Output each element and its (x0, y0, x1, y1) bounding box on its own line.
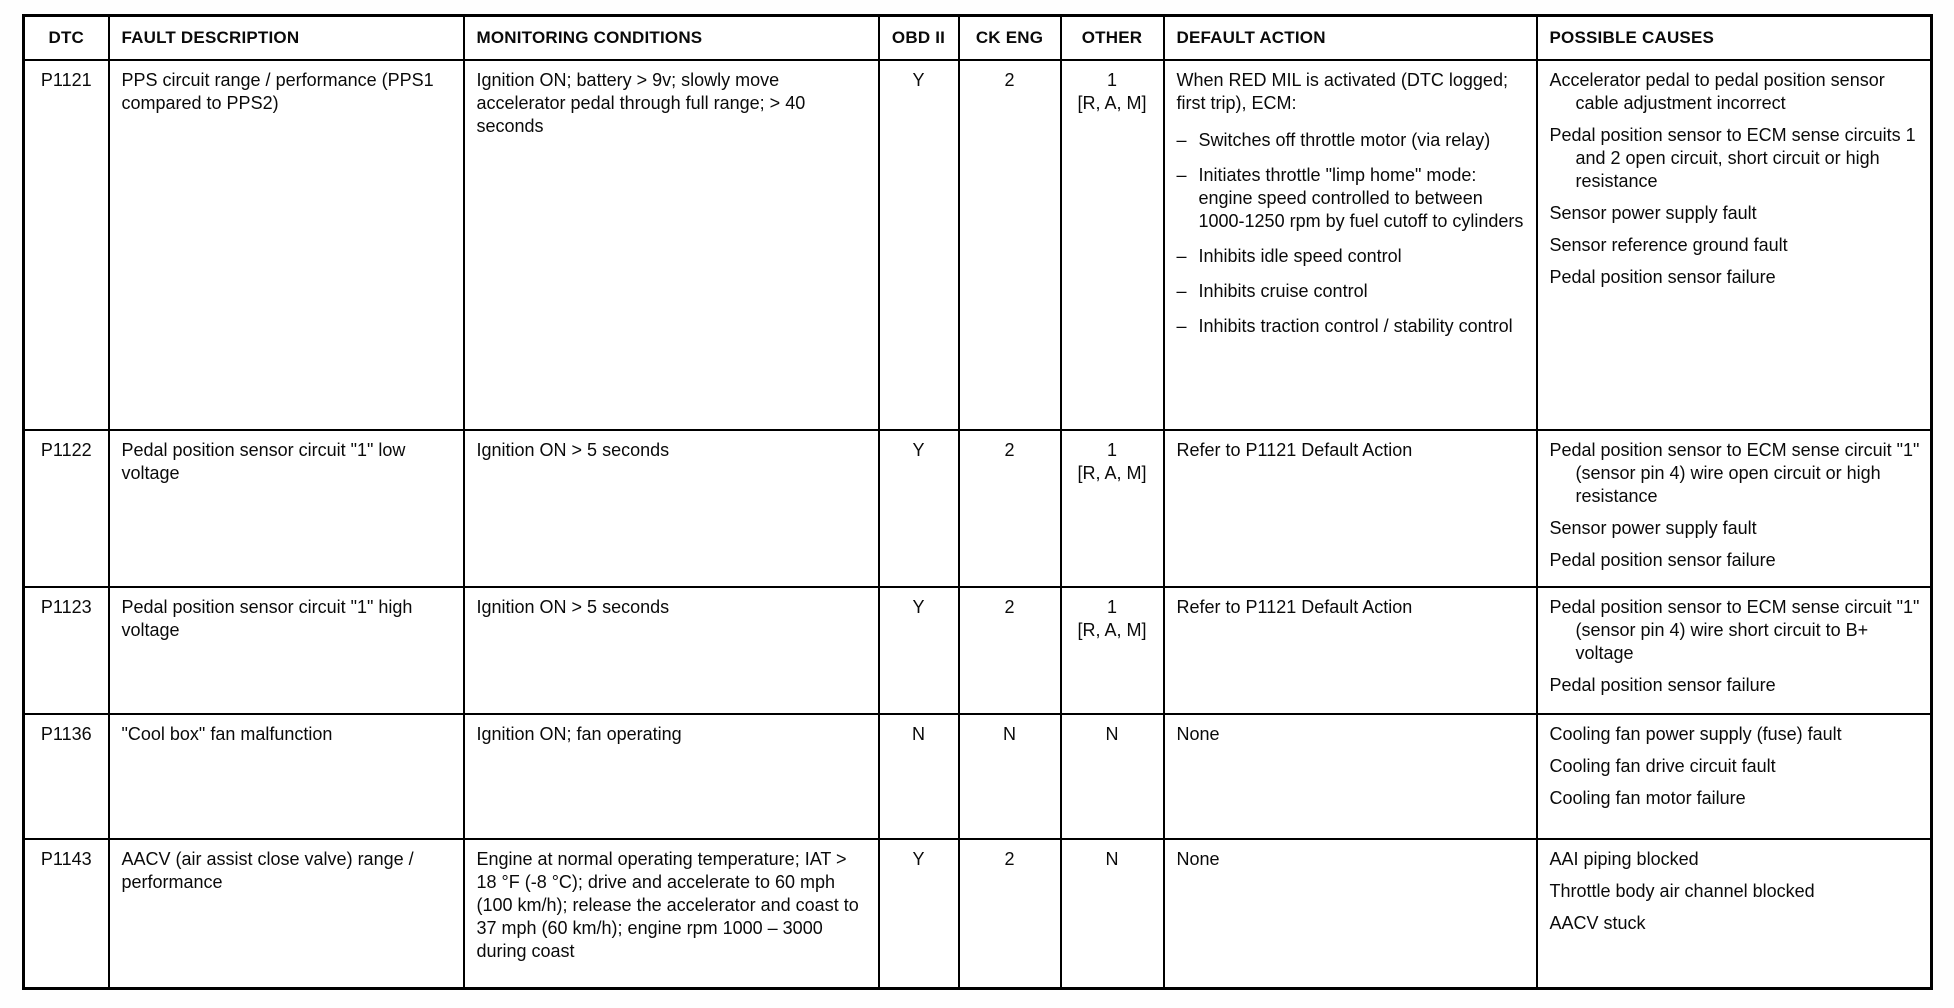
default-action (1164, 60, 1537, 430)
other-flag (1061, 60, 1164, 430)
ck-eng-flag: 2 (959, 430, 1061, 587)
dash-marker: – (1176, 280, 1187, 301)
column-header-monitoring-conditions: MONITORING CONDITIONS (464, 16, 879, 60)
cause-item: Pedal position sensor to ECM sense circuit "1" (sensor pin 4) wire short circuit to B+ voltage (1549, 596, 1920, 663)
column-header-dtc: DTC (24, 16, 109, 60)
default-action: Refer to P1121 Default Action (1164, 430, 1537, 587)
cause-item: AAI piping blocked (1549, 848, 1699, 869)
fault-description: Pedal position sensor circuit "1" low voltage (109, 430, 464, 587)
other-modes: [R, A, M] (1077, 619, 1147, 640)
cause-item: Pedal position sensor to ECM sense circuits 1 and 2 open circuit, short circuit or high resistance (1549, 124, 1916, 191)
ck-eng-flag: N (959, 714, 1061, 839)
other-flag: N (1061, 714, 1164, 839)
default-action-bullet-text: Inhibits idle speed control (1198, 245, 1402, 266)
column-header-default-action: DEFAULT ACTION (1164, 16, 1537, 60)
default-action-bullet-text: Initiates throttle "limp home" mode: engine speed controlled to between 1000-1250 rpm by fuel cutoff to cylinders (1198, 164, 1524, 231)
column-header-obd2: OBD II (879, 16, 959, 60)
column-header-other: OTHER (1061, 16, 1164, 60)
cause-item: Cooling fan motor failure (1549, 787, 1746, 808)
default-action-bullet-text: Switches off throttle motor (via relay) (1198, 129, 1491, 150)
monitoring-conditions: Engine at normal operating temperature; IAT > 18 °F (-8 °C); drive and accelerate to 60 mph (100 km/h); release the accelerator and coast to 37 mph (60 km/h); engine rpm 1000 – 3000 during coast (464, 839, 879, 989)
cause-item: Sensor power supply fault (1549, 202, 1757, 223)
fault-description: AACV (air assist close valve) range / performance (109, 839, 464, 989)
dash-marker: – (1176, 164, 1187, 185)
dtc-fault-table (22, 14, 1933, 990)
cause-item: Sensor power supply fault (1549, 517, 1757, 538)
cause-item: Cooling fan power supply (fuse) fault (1549, 723, 1842, 744)
cause-item: Pedal position sensor to ECM sense circuit "1" (sensor pin 4) wire open circuit or high resistance (1549, 439, 1920, 506)
monitoring-conditions: Ignition ON; battery > 9v; slowly move accelerator pedal through full range; > 40 seconds (464, 60, 879, 430)
obd2-flag: N (879, 714, 959, 839)
other-modes: [R, A, M] (1077, 92, 1147, 113)
cause-item: Throttle body air channel blocked (1549, 880, 1815, 901)
default-action-bullet (1177, 164, 1526, 233)
possible-causes (1537, 60, 1932, 430)
default-action-bullet (1177, 280, 1526, 303)
default-action-bullet-text: Inhibits cruise control (1198, 280, 1368, 301)
table-row (24, 714, 1932, 839)
cause-item: Pedal position sensor failure (1549, 549, 1776, 570)
table-row (24, 60, 1932, 430)
other-modes: [R, A, M] (1077, 462, 1147, 483)
possible-causes (1537, 587, 1932, 714)
default-action: Refer to P1121 Default Action (1164, 587, 1537, 714)
dtc-code: P1121 (24, 60, 109, 430)
column-header-fault-description: FAULT DESCRIPTION (109, 16, 464, 60)
possible-causes (1537, 839, 1932, 989)
other-trip-count: 1 (1106, 596, 1117, 617)
ck-eng-flag: 2 (959, 60, 1061, 430)
column-header-ck-eng: CK ENG (959, 16, 1061, 60)
other-flag (1061, 430, 1164, 587)
column-header-possible-causes: POSSIBLE CAUSES (1537, 16, 1932, 60)
ck-eng-flag: 2 (959, 839, 1061, 989)
default-action-bullet (1177, 129, 1526, 152)
cause-item: AACV stuck (1549, 912, 1646, 933)
dash-marker: – (1176, 129, 1187, 150)
cause-item: Pedal position sensor failure (1549, 266, 1776, 287)
dtc-code: P1123 (24, 587, 109, 714)
dtc-code: P1143 (24, 839, 109, 989)
default-action-bullet (1177, 245, 1526, 268)
cause-item: Accelerator pedal to pedal position sensor cable adjustment incorrect (1549, 69, 1885, 113)
monitoring-conditions: Ignition ON; fan operating (464, 714, 879, 839)
obd2-flag: Y (879, 430, 959, 587)
other-flag: N (1061, 839, 1164, 989)
other-trip-count: 1 (1106, 69, 1117, 90)
fault-description: Pedal position sensor circuit "1" high voltage (109, 587, 464, 714)
dtc-code: P1136 (24, 714, 109, 839)
cause-item: Cooling fan drive circuit fault (1549, 755, 1776, 776)
obd2-flag: Y (879, 839, 959, 989)
dtc-code: P1122 (24, 430, 109, 587)
dash-marker: – (1176, 315, 1187, 336)
cause-item: Sensor reference ground fault (1549, 234, 1788, 255)
other-trip-count: 1 (1106, 439, 1117, 460)
default-action-intro: When RED MIL is activated (DTC logged; first trip), ECM: (1176, 69, 1508, 113)
default-action: None (1164, 714, 1537, 839)
default-action-bullet (1177, 315, 1526, 338)
obd2-flag: Y (879, 60, 959, 430)
possible-causes (1537, 714, 1932, 839)
possible-causes (1537, 430, 1932, 587)
header-row (24, 16, 1932, 60)
ck-eng-flag: 2 (959, 587, 1061, 714)
table-row (24, 839, 1932, 989)
table-row (24, 587, 1932, 714)
table-row (24, 430, 1932, 587)
monitoring-conditions: Ignition ON > 5 seconds (464, 587, 879, 714)
fault-description: PPS circuit range / performance (PPS1 compared to PPS2) (109, 60, 464, 430)
default-action-bullet-text: Inhibits traction control / stability control (1198, 315, 1513, 336)
fault-description: "Cool box" fan malfunction (109, 714, 464, 839)
monitoring-conditions: Ignition ON > 5 seconds (464, 430, 879, 587)
other-flag (1061, 587, 1164, 714)
default-action: None (1164, 839, 1537, 989)
cause-item: Pedal position sensor failure (1549, 674, 1776, 695)
obd2-flag: Y (879, 587, 959, 714)
dash-marker: – (1176, 245, 1187, 266)
